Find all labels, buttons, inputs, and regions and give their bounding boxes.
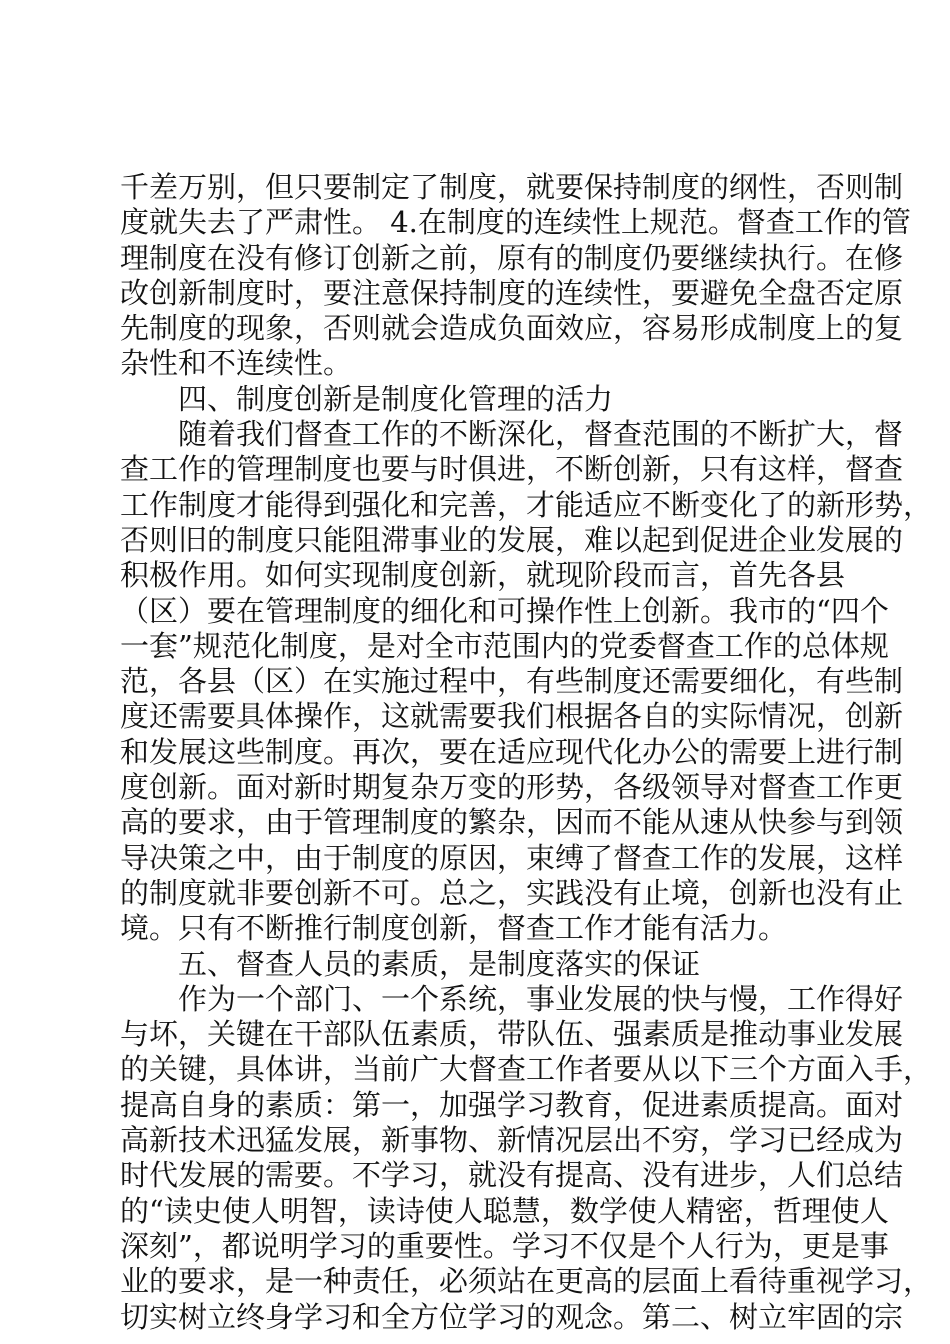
paragraph-line: 作为一个部门、一个系统，事业发展的快与慢，工作得好	[178, 981, 904, 1016]
section-heading: 四、制度创新是制度化管理的活力	[178, 381, 614, 416]
paragraph-line: 切实树立终身学习和全方位学习的观念。第二、树立牢固的宗	[120, 1299, 904, 1334]
paragraph-line: 高的要求，由于管理制度的繁杂，因而不能从速从快参与到领	[120, 805, 904, 840]
paragraph-line: 的制度就非要创新不可。总之，实践没有止境，创新也没有止	[120, 875, 904, 910]
paragraph-line: 随着我们督查工作的不断深化，督查范围的不断扩大，督	[178, 417, 904, 452]
paragraph-line: 高新技术迅猛发展，新事物、新情况层出不穷，学习已经成为	[120, 1123, 904, 1158]
paragraph-line: 和发展这些制度。再次，要在适应现代化办公的需要上进行制	[120, 734, 904, 769]
paragraph-line: 的关键，具体讲，当前广大督查工作者要从以下三个方面入手，	[120, 1052, 933, 1087]
paragraph-line: 度就失去了严肃性。 4.在制度的连续性上规范。督查工作的管	[120, 205, 911, 240]
paragraph-line: 否则旧的制度只能阻滞事业的发展，难以起到促进企业发展的	[120, 522, 904, 557]
paragraph-line: 导决策之中，由于制度的原因，束缚了督查工作的发展，这样	[120, 840, 904, 875]
paragraph-line: 度还需要具体操作，这就需要我们根据各自的实际情况，创新	[120, 699, 904, 734]
paragraph-line: 理制度在没有修订创新之前，原有的制度仍要继续执行。在修	[120, 240, 904, 275]
document-body	[120, 170, 933, 1335]
paragraph-line: 与坏，关键在干部队伍素质，带队伍、强素质是推动事业发展	[120, 1017, 904, 1052]
paragraph-line: 范，各县（区）在实施过程中，有些制度还需要细化，有些制	[120, 664, 904, 699]
paragraph-line: 深刻”，都说明学习的重要性。学习不仅是个人行为，更是事	[120, 1228, 889, 1263]
paragraph-line: （区）要在管理制度的细化和可操作性上创新。我市的“四个	[120, 593, 889, 628]
paragraph-line: 的“读史使人明智，读诗使人聪慧，数学使人精密，哲理使人	[120, 1193, 889, 1228]
paragraph-line: 工作制度才能得到强化和完善，才能适应不断变化了的新形势，	[120, 487, 933, 522]
paragraph-line: 先制度的现象，否则就会造成负面效应，容易形成制度上的复	[120, 311, 904, 346]
section-heading: 五、督查人员的素质，是制度落实的保证	[178, 946, 701, 981]
paragraph-line: 境。只有不断推行制度创新，督查工作才能有活力。	[120, 911, 788, 946]
paragraph-line: 杂性和不连续性。	[120, 346, 353, 381]
paragraph-line: 千差万别，但只要制定了制度，就要保持制度的纲性，否则制	[120, 170, 904, 204]
paragraph-line: 提高自身的素质：第一，加强学习教育，促进素质提高。面对	[120, 1087, 904, 1122]
paragraph-line: 查工作的管理制度也要与时俱进，不断创新，只有这样，督查	[120, 452, 904, 487]
paragraph-line: 业的要求，是一种责任，必须站在更高的层面上看待重视学习，	[120, 1264, 933, 1299]
paragraph-line: 一套”规范化制度，是对全市范围内的党委督查工作的总体规	[120, 628, 889, 663]
paragraph-line: 时代发展的需要。不学习，就没有提高、没有进步，人们总结	[120, 1158, 904, 1193]
paragraph-line: 积极作用。如何实现制度创新，就现阶段而言，首先各县	[120, 558, 846, 593]
paragraph-line: 改创新制度时，要注意保持制度的连续性，要避免全盘否定原	[120, 275, 904, 310]
paragraph-line: 度创新。面对新时期复杂万变的形势，各级领导对督查工作更	[120, 770, 904, 805]
